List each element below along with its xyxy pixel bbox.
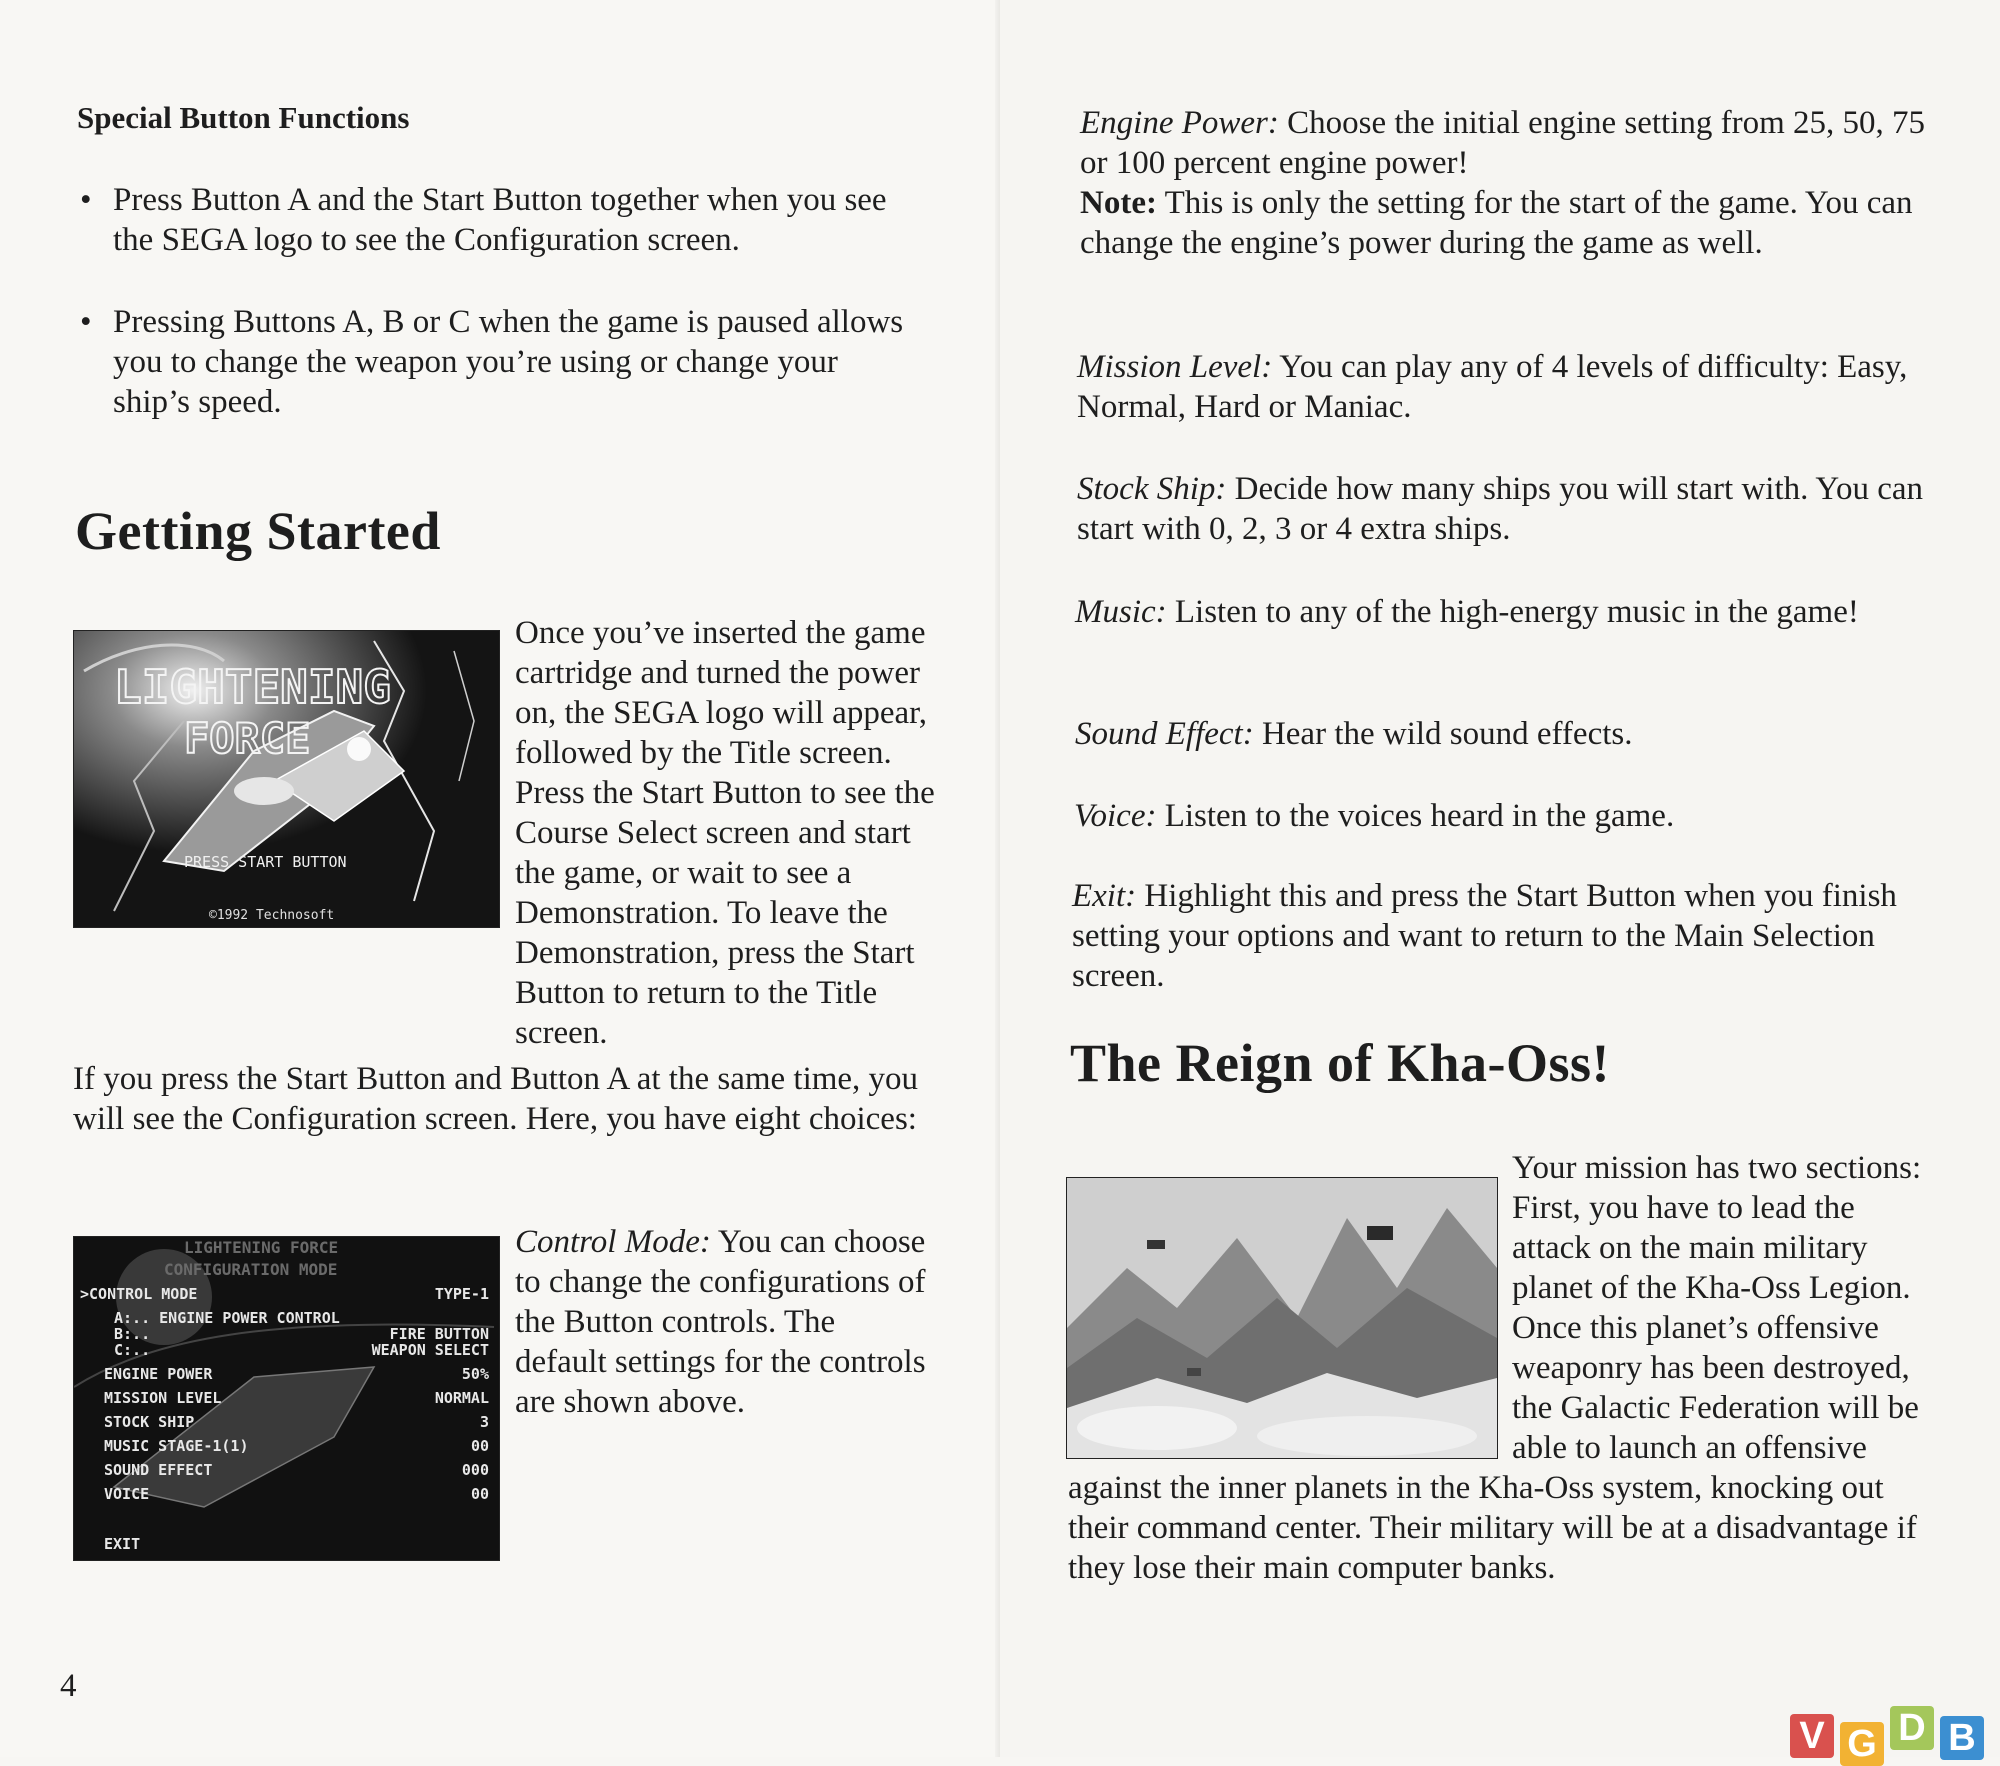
config-row-value: 00: [470, 1437, 489, 1455]
config-row-label: STOCK SHIP: [104, 1413, 195, 1431]
config-row-label: EXIT: [104, 1535, 141, 1553]
config-row-value: FIRE BUTTON: [389, 1325, 489, 1343]
config-row-label: MUSIC STAGE-1(1): [104, 1437, 249, 1455]
config-row-label: VOICE: [104, 1485, 150, 1503]
note-label: Note:: [1080, 185, 1157, 221]
config-title1: LIGHTENING FORCE: [184, 1238, 339, 1257]
config-row-label: ENGINE POWER: [104, 1365, 213, 1383]
option-text: Hear the wild sound effects.: [1261, 716, 1633, 752]
configuration-screen-image: [73, 1236, 500, 1561]
control-mode-term: Control Mode:: [515, 1224, 711, 1260]
config-row-value: NORMAL: [434, 1389, 489, 1407]
engine-power-option: [1080, 103, 1930, 263]
sound-effect-option: [1075, 714, 1925, 754]
mission-level-option: [1077, 347, 1927, 427]
note-text: This is only the setting for the start of the game. You can change the engine’s power during the game as well.: [1080, 185, 1913, 261]
vgdb-logo-b: B: [1940, 1716, 1984, 1760]
option-term: Engine Power:: [1080, 105, 1279, 141]
mountain-stage-art: [1067, 1178, 1497, 1458]
config-row-value: 3: [479, 1413, 489, 1431]
list-item: • Pressing Buttons A, B or C when the game is paused allows you to change the weapon you’re using or change your ship’s speed.: [80, 302, 920, 422]
press-start-text: PRESS START BUTTON: [184, 853, 347, 871]
page-number: 4: [60, 1668, 77, 1704]
mountain-stage-image: [1066, 1177, 1498, 1459]
voice-option: [1074, 796, 1924, 836]
music-option: [1075, 592, 1925, 632]
option-term: Voice:: [1074, 798, 1157, 834]
config-row-value: TYPE-1: [434, 1285, 489, 1303]
title-screen-art: [74, 631, 499, 927]
option-term: Stock Ship:: [1077, 471, 1227, 507]
list-item: • Press Button A and the Start Button together when you see the SEGA logo to see the Configuration screen.: [80, 180, 920, 260]
config-title2: CONFIGURATION MODE: [164, 1260, 338, 1279]
option-text: Listen to any of the high-energy music in the game!: [1174, 594, 1859, 630]
exit-option: [1072, 876, 1932, 996]
config-row-label: A:.. ENGINE POWER CONTROL: [114, 1309, 340, 1327]
option-text: Listen to the voices heard in the game.: [1164, 798, 1675, 834]
vgdb-logo-g: G: [1840, 1722, 1884, 1766]
control-mode-paragraph: [515, 1222, 935, 1422]
copyright-text: ©1992 Technosoft: [209, 908, 335, 923]
option-text: Choose the initial engine setting from 25, 50, 75 or 100 percent engine power!: [1080, 105, 1926, 181]
stock-ship-option: [1077, 469, 1927, 549]
option-term: Sound Effect:: [1075, 716, 1254, 752]
title-screen-image: [73, 630, 500, 928]
option-term: Mission Level:: [1077, 349, 1273, 385]
config-row-value: 50%: [461, 1365, 489, 1383]
special-button-functions-heading: Special Button Functions: [77, 100, 410, 135]
vgdb-logo-d: D: [1890, 1706, 1934, 1750]
getting-started-heading: Getting Started: [75, 501, 441, 561]
option-text: You can play any of 4 levels of difficulty: Easy, Normal, Hard or Maniac.: [1077, 349, 1908, 425]
title-logo-line1: LIGHTENING: [114, 660, 391, 714]
configuration-screen-art: [74, 1237, 499, 1560]
config-row-value: 00: [470, 1485, 489, 1503]
option-term: Exit:: [1072, 878, 1137, 914]
vgdb-logo-v: V: [1790, 1714, 1834, 1758]
option-text: Decide how many ships you will start with. You can start with 0, 2, 3 or 4 extra ships.: [1077, 471, 1923, 547]
right-page: [1000, 0, 2000, 1757]
option-term: Music:: [1075, 594, 1167, 630]
config-row-value: 000: [461, 1461, 489, 1479]
config-row-label: MISSION LEVEL: [104, 1389, 222, 1407]
config-row-label: B:..: [114, 1325, 151, 1343]
reign-heading: The Reign of Kha-Oss!: [1070, 1033, 1611, 1093]
reign-paragraph: Your mission has two sections: First, you have to lead the attack on the main military planet of the Kha-Oss Legion. Once this planet’s offensive weaponry has been destroyed, the Galactic Federation will be able to launch an offensive against the inner planets in the Kha-Oss system, knocking out their command center. Their military will be at a disadvantage if they lose their main computer banks.: [1068, 1150, 1922, 1586]
config-row-label: C:..: [114, 1341, 151, 1359]
config-row-label: SOUND EFFECT: [104, 1461, 213, 1479]
configuration-intro-paragraph: If you press the Start Button and Button A at the same time, you will see the Configuration screen. Here, you have eight choices:: [73, 1061, 919, 1137]
config-row-value: WEAPON SELECT: [371, 1341, 489, 1359]
config-row-label: >CONTROL MODE: [80, 1285, 198, 1303]
title-logo-line2: FORCE: [184, 714, 311, 763]
control-mode-text: You can choose to change the configurations of the Button controls. The default settings for the controls are shown above.: [515, 1224, 926, 1420]
option-text: Highlight this and press the Start Button when you finish setting your options and want to return to the Main Selection screen.: [1072, 878, 1897, 994]
left-page: [0, 0, 1000, 1757]
getting-started-paragraph: Once you’ve inserted the game cartridge and turned the power on, the SEGA logo will appear, followed by the Title screen. Press the Start Button to see the Course Select screen and start the game, or wait to see a Demonstration. To leave the Demonstration, press the Start Button to return to the Title screen.: [515, 615, 935, 1051]
button-functions-list: [80, 180, 920, 464]
getting-started-paragraph-wrap: [515, 613, 935, 1053]
